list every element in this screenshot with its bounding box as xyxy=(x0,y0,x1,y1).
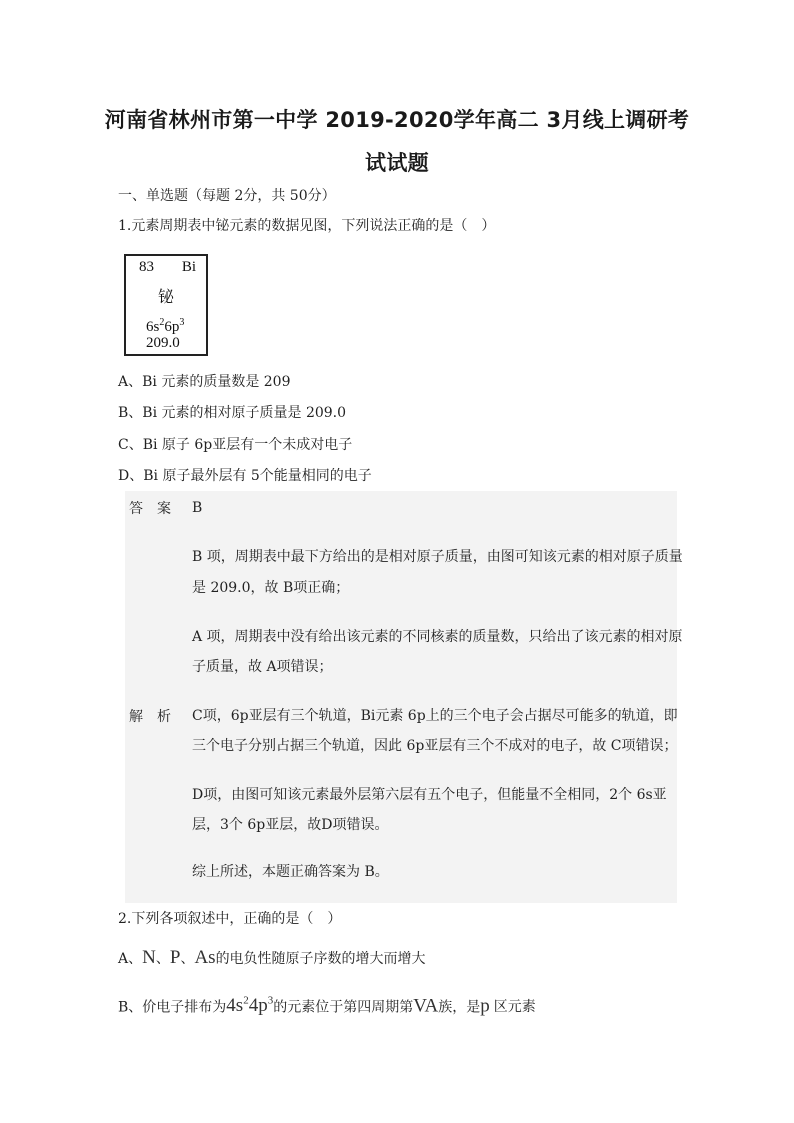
section-heading: 一、单选题（每题 2分，共 50分） xyxy=(118,188,336,204)
element-atomic-number: 83 xyxy=(139,259,154,275)
question-1-option-b: B、Bi 元素的相对原子质量是 209.0 xyxy=(118,405,347,421)
question-2-option-a: A、N、P、As的电负性随原子序数的增大而增大 xyxy=(118,947,426,968)
analysis-line: 是 209.0，故 B项正确； xyxy=(192,580,350,596)
analysis-label: 解 析 xyxy=(129,709,171,725)
question-2-option-b: B、价电子排布为$4s^24p^3$的元素位于第四周期第VA族，是p 区元素 xyxy=(118,995,536,1017)
element-name: 铋 xyxy=(157,289,174,306)
analysis-line: 三个电子分别占据三个轨道，因此 6p亚层有三个不成对的电子，故 C项错误； xyxy=(192,738,678,754)
analysis-line: A 项，周期表中没有给出该元素的不同核素的质量数，只给出了该元素的相对原 xyxy=(192,629,683,645)
element-mass: 209.0 xyxy=(146,335,180,351)
analysis-line: D项，由图可知该元素最外层第六层有五个电子，但能量不全相同，2个 6s亚 xyxy=(192,787,667,803)
analysis-line: 子质量，故 A项错误； xyxy=(192,659,333,675)
question-1-option-c: C、Bi 原子 6p亚层有一个未成对电子 xyxy=(118,437,353,453)
question-1-option-d: D、Bi 原子最外层有 5个能量相同的电子 xyxy=(118,468,372,484)
question-2-stem: 2.下列各项叙述中，正确的是（ ） xyxy=(118,911,342,927)
analysis-line: C项，6p亚层有三个轨道，Bi元素 6p上的三个电子会占据尽可能多的轨道，即 xyxy=(192,708,678,724)
answer-value: B xyxy=(192,500,203,516)
page-title-line2: 试试题 xyxy=(365,151,429,175)
question-1-stem: 1.元素周期表中铋元素的数据见图，下列说法正确的是（ ） xyxy=(118,218,496,234)
element-symbol: Bi xyxy=(181,259,196,275)
analysis-line: B 项，周期表中最下方给出的是相对原子质量，由图可知该元素的相对原子质量 xyxy=(192,549,683,565)
element-card xyxy=(124,254,208,356)
question-1-option-a: A、Bi 元素的质量数是 209 xyxy=(118,374,291,390)
analysis-line: 层，3个 6p亚层，故D项错误。 xyxy=(192,817,389,833)
answer-label: 答 案 xyxy=(129,501,171,517)
element-electron-config: $6s^26p^3$ xyxy=(146,317,185,335)
analysis-line: 综上所述，本题正确答案为 B。 xyxy=(192,864,389,880)
page-title-line1: 河南省林州市第一中学 2019-2020学年高二 3月线上调研考 xyxy=(104,108,690,132)
